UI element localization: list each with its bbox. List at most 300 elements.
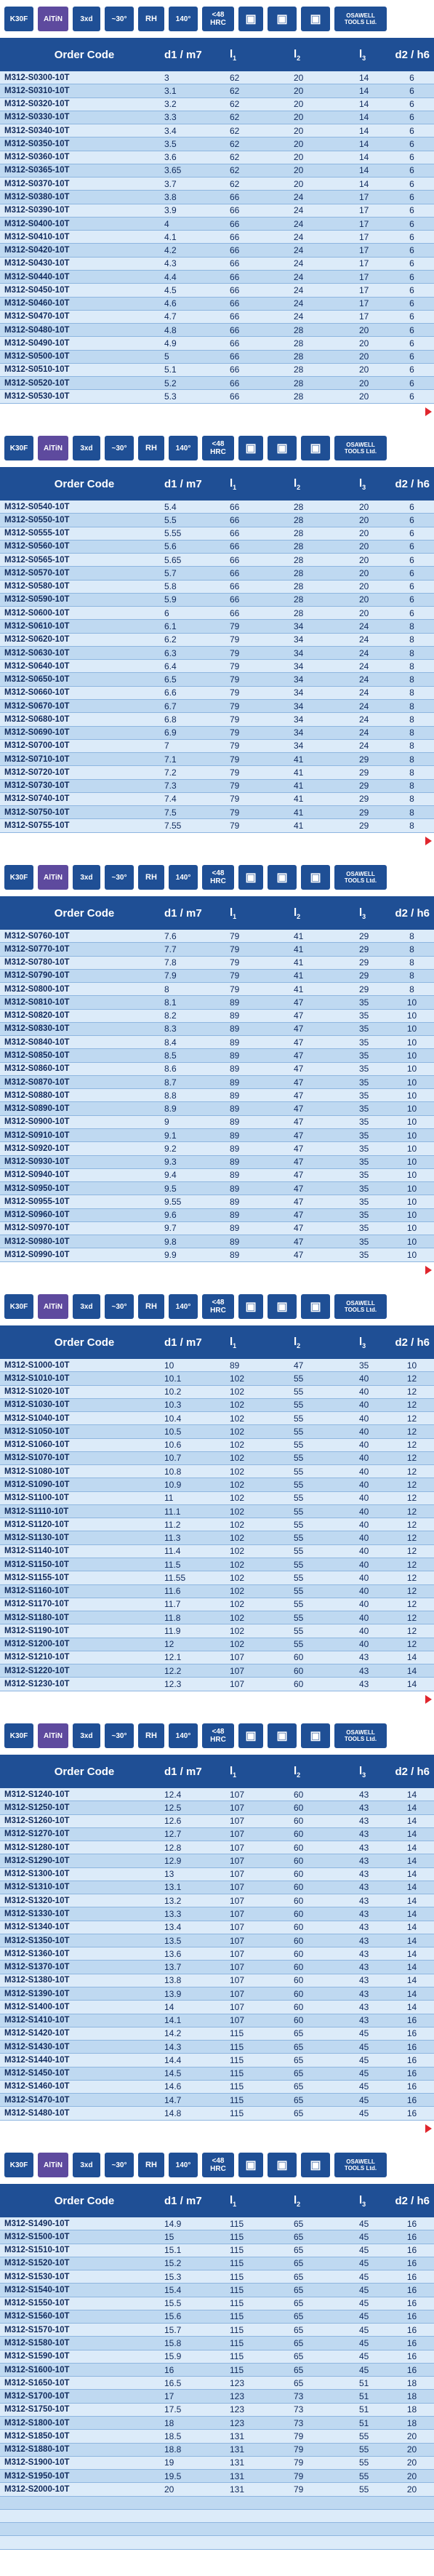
cell-d1: 3.1 (164, 85, 177, 96)
cell-d1: 14.4 (164, 2054, 182, 2065)
cell-d1: 15.3 (164, 2271, 182, 2282)
cell-l2: 47 (294, 1157, 304, 1168)
cell-code: M312-S0830-10T (4, 1024, 70, 1034)
rotation-badge: RH (138, 865, 164, 890)
cell-d2: 12 (406, 1413, 417, 1424)
cell-d2: 12 (406, 1586, 417, 1597)
cell-code: M312-S0900-10T (4, 1117, 70, 1127)
cell-l1: 102 (230, 1373, 245, 1384)
table-row (0, 740, 434, 753)
cell-d2: 14 (406, 1988, 417, 1999)
cell-d1: 6.3 (164, 647, 177, 658)
cell-l2: 60 (294, 1842, 304, 1853)
header-d2: d2 / h6 (395, 906, 430, 920)
cell-l1: 62 (230, 125, 240, 136)
cell-d1: 9.6 (164, 1210, 177, 1221)
cell-l2: 55 (294, 1413, 304, 1424)
cell-d2: 8 (409, 807, 414, 818)
cell-l3: 20 (359, 378, 369, 388)
icon-bar (0, 0, 434, 38)
cell-l3: 35 (359, 1250, 369, 1260)
table-row (0, 1545, 434, 1558)
cell-l2: 65 (294, 2338, 304, 2349)
next-page-arrow-icon[interactable] (425, 1266, 432, 1275)
cell-code: M312-S0520-10T (4, 378, 70, 388)
cell-d2: 16 (406, 2108, 417, 2118)
cell-d2: 10 (406, 1170, 417, 1181)
cell-l2: 65 (294, 2364, 304, 2375)
cell-l2: 55 (294, 1466, 304, 1477)
cell-l2: 47 (294, 1360, 304, 1371)
cell-l1: 66 (230, 351, 240, 362)
table-section (0, 429, 434, 858)
cell-d2: 16 (406, 2271, 417, 2282)
cell-d1: 10.6 (164, 1440, 182, 1451)
cell-l2: 65 (294, 2028, 304, 2039)
cell-d1: 12.5 (164, 1802, 182, 1813)
cell-d2: 8 (409, 687, 414, 698)
cell-d2: 12 (406, 1533, 417, 1544)
cell-l3: 35 (359, 1143, 369, 1154)
header-l1: $l_1$ (230, 1764, 237, 1779)
table-row (0, 2027, 434, 2041)
cell-code: M312-S0860-10T (4, 1064, 70, 1074)
cell-l1: 79 (230, 687, 240, 698)
cell-l1: 131 (230, 2457, 245, 2468)
cell-l3: 20 (359, 514, 369, 525)
cell-l1: 79 (230, 714, 240, 725)
grade-badge: K30F (4, 7, 33, 31)
coating-badge: AlTiN (38, 2153, 68, 2177)
cell-d2: 18 (406, 2391, 417, 2402)
cell-l2: 79 (294, 2444, 304, 2455)
cell-l2: 41 (294, 970, 304, 981)
cell-l1: 89 (230, 1130, 240, 1141)
cell-l3: 17 (359, 205, 369, 216)
table-row (0, 1222, 434, 1235)
cell-code: M312-S1430-10T (4, 2042, 70, 2051)
table-row (0, 351, 434, 364)
cell-d1: 3.2 (164, 99, 177, 110)
cell-d1: 3.8 (164, 192, 177, 203)
cell-l3: 51 (359, 2391, 369, 2402)
next-page-arrow-icon[interactable] (425, 407, 432, 416)
cell-l1: 62 (230, 85, 240, 96)
table-row (0, 541, 434, 554)
cell-l2: 65 (294, 2068, 304, 2079)
cell-d1: 8.6 (164, 1064, 177, 1074)
cell-code: M312-S0440-10T (4, 272, 70, 282)
cell-l3: 35 (359, 1050, 369, 1061)
cell-l1: 66 (230, 541, 240, 552)
coating-badge: AlTiN (38, 1294, 68, 1319)
cell-d1: 10.3 (164, 1400, 182, 1411)
cell-code: M312-S0380-10T (4, 193, 70, 202)
cell-d2: 10 (406, 1064, 417, 1074)
cell-d1: 15.6 (164, 2311, 182, 2322)
cell-l3: 29 (359, 794, 369, 805)
cell-d1: 15 (164, 2231, 174, 2242)
cell-l2: 55 (294, 1453, 304, 1464)
cell-l2: 41 (294, 754, 304, 765)
grade-badge: K30F (4, 1723, 33, 1748)
table-row (0, 930, 434, 943)
cell-l3: 24 (359, 647, 369, 658)
cell-l3: 14 (359, 99, 369, 110)
cell-code: M312-S1650-10T (4, 2378, 70, 2388)
cell-d1: 4.2 (164, 245, 177, 256)
cell-d2: 6 (409, 311, 414, 322)
cell-d2: 10 (406, 1143, 417, 1154)
cell-l1: 115 (230, 2258, 244, 2269)
brand-logo: OSAWELL TOOLS Ltd. (334, 436, 387, 460)
cell-l2: 65 (294, 2377, 304, 2388)
cell-code: M312-S1470-10T (4, 2095, 70, 2105)
cell-code: M312-S1600-10T (4, 2365, 70, 2374)
cell-l2: 60 (294, 1909, 304, 1920)
cell-l1: 62 (230, 112, 240, 123)
cell-code: M312-S0780-10T (4, 958, 70, 968)
cell-l1: 66 (230, 391, 240, 402)
cell-l1: 107 (230, 1679, 245, 1689)
table-row (0, 1169, 434, 1182)
cell-l3: 24 (359, 621, 369, 632)
point-angle-badge: 140° (169, 436, 198, 460)
cell-d2: 16 (406, 2258, 417, 2269)
cell-d2: 14 (406, 2001, 417, 2012)
cell-code: M312-S1010-10T (4, 1373, 70, 1383)
table-row (0, 2081, 434, 2094)
header-order-code: Order Code (54, 48, 115, 61)
cell-code: M312-S1570-10T (4, 2325, 70, 2334)
table-row (0, 1049, 434, 1062)
cell-code: M312-S0620-10T (4, 635, 70, 645)
cell-l2: 47 (294, 1064, 304, 1074)
header-l3: $l_3$ (359, 476, 366, 491)
cell-l1: 89 (230, 1236, 240, 1247)
helix-angle-badge: ~30° (105, 1723, 134, 1748)
cell-code: M312-S0400-10T (4, 219, 70, 228)
cell-l2: 55 (294, 1533, 304, 1544)
cell-d2: 8 (409, 821, 414, 831)
cell-l1: 102 (230, 1466, 245, 1477)
brand-logo: OSAWELL TOOLS Ltd. (334, 2153, 387, 2177)
table-section (0, 1288, 434, 1717)
cell-l3: 43 (359, 1882, 369, 1893)
cell-d1: 3.6 (164, 152, 177, 163)
cell-l3: 20 (359, 541, 369, 552)
cell-l3: 14 (359, 165, 369, 176)
table-row (0, 687, 434, 700)
cell-l1: 102 (230, 1493, 245, 1504)
cell-d2: 16 (406, 2054, 417, 2065)
table-row (0, 1452, 434, 1465)
cell-d1: 6 (164, 607, 169, 618)
cell-d2: 10 (406, 1210, 417, 1221)
cell-d1: 7.3 (164, 781, 177, 791)
cell-l3: 17 (359, 284, 369, 295)
table-row (0, 1156, 434, 1169)
cell-d2: 12 (406, 1506, 417, 1517)
cell-l2: 55 (294, 1639, 304, 1650)
cell-l3: 43 (359, 1975, 369, 1986)
cell-l2: 47 (294, 1050, 304, 1061)
table-row (0, 218, 434, 231)
cell-l3: 40 (359, 1493, 369, 1504)
cell-d1: 9.5 (164, 1183, 177, 1194)
cell-d2: 16 (406, 2324, 417, 2335)
cell-d1: 15.8 (164, 2338, 182, 2349)
cell-l1: 107 (230, 1665, 245, 1676)
cell-l1: 66 (230, 567, 240, 578)
cell-code: M312-S1230-10T (4, 1680, 70, 1688)
table-row (0, 594, 434, 607)
header-l3: $l_3$ (359, 2193, 366, 2208)
cell-code: M312-S1300-10T (4, 1870, 70, 1879)
table-row (0, 1505, 434, 1518)
cell-d2: 8 (409, 970, 414, 981)
cell-l3: 29 (359, 781, 369, 791)
cell-code: M312-S1060-10T (4, 1440, 70, 1450)
table-row (0, 2523, 434, 2536)
cell-d2: 16 (406, 2351, 417, 2362)
cell-l1: 102 (230, 1533, 245, 1544)
hardness-badge: <48 HRC (202, 1723, 234, 1748)
cell-l3: 43 (359, 1948, 369, 1959)
table-row (0, 1248, 434, 1261)
cell-d1: 7.6 (164, 930, 177, 941)
cell-l1: 107 (230, 1802, 245, 1813)
cell-l2: 34 (294, 727, 304, 738)
cell-l2: 55 (294, 1480, 304, 1491)
table-row (0, 647, 434, 660)
cell-code: M312-S1030-10T (4, 1400, 70, 1410)
table-row (0, 71, 434, 84)
cell-code: M312-S0640-10T (4, 661, 70, 671)
table-row (0, 2390, 434, 2403)
cell-l2: 34 (294, 687, 304, 698)
cell-l2: 47 (294, 1223, 304, 1234)
cell-d1: 14.3 (164, 2041, 182, 2052)
cell-code: M312-S0960-10T (4, 1211, 70, 1220)
cell-l1: 79 (230, 970, 240, 981)
cell-l3: 40 (359, 1387, 369, 1397)
cell-code: M312-S1560-10T (4, 2312, 70, 2321)
cell-d2: 20 (406, 2484, 417, 2495)
cell-d2: 14 (406, 1962, 417, 1973)
cell-d1: 8.8 (164, 1090, 177, 1101)
cell-d2: 10 (406, 1037, 417, 1048)
cell-code: M312-S0950-10T (4, 1184, 70, 1193)
cell-l1: 79 (230, 701, 240, 711)
header-order-code: Order Code (54, 906, 115, 920)
cell-l3: 35 (359, 1077, 369, 1088)
cell-code: M312-S0500-10T (4, 352, 70, 362)
cell-l2: 55 (294, 1625, 304, 1636)
table-row (0, 793, 434, 806)
table-row (0, 2284, 434, 2297)
cell-l2: 28 (294, 501, 304, 512)
cell-l3: 20 (359, 554, 369, 565)
cell-l2: 60 (294, 1855, 304, 1866)
cell-l3: 29 (359, 754, 369, 765)
table-row (0, 1102, 434, 1115)
cell-l1: 89 (230, 1104, 240, 1114)
cell-code: M312-S0300-10T (4, 73, 70, 82)
next-page-arrow-icon[interactable] (425, 1695, 432, 1704)
cell-l2: 47 (294, 1250, 304, 1260)
cell-l1: 89 (230, 1064, 240, 1074)
cell-d1: 12.2 (164, 1665, 182, 1676)
cell-d1: 5.2 (164, 378, 177, 388)
cell-l3: 17 (359, 218, 369, 229)
cell-d2: 16 (406, 2231, 417, 2242)
cell-code: M312-S0680-10T (4, 714, 70, 724)
cell-l2: 60 (294, 1816, 304, 1827)
header-d1: d1 / m7 (164, 2194, 202, 2207)
next-page-arrow-icon[interactable] (425, 2124, 432, 2133)
material-icon: ▣ (301, 865, 330, 890)
cell-d2: 10 (406, 1024, 417, 1034)
cell-d1: 14.5 (164, 2068, 182, 2079)
cell-code: M312-S1510-10T (4, 2246, 70, 2255)
coolant-icon: ▣ (238, 2153, 263, 2177)
cell-l1: 66 (230, 607, 240, 618)
cell-code: M312-S1500-10T (4, 2232, 70, 2241)
cell-l2: 60 (294, 1922, 304, 1933)
cell-l3: 35 (359, 1010, 369, 1021)
cell-d2: 6 (409, 514, 414, 525)
table-row (0, 1841, 434, 1854)
cell-l2: 55 (294, 1440, 304, 1451)
cell-l2: 41 (294, 807, 304, 818)
cell-d2: 8 (409, 957, 414, 968)
cell-l1: 79 (230, 794, 240, 805)
cell-l2: 28 (294, 594, 304, 605)
cell-d2: 6 (409, 351, 414, 362)
cell-code: M312-S1460-10T (4, 2082, 70, 2091)
cell-d2: 12 (406, 1493, 417, 1504)
cell-l2: 20 (294, 99, 304, 110)
cell-l3: 35 (359, 1360, 369, 1371)
cell-d1: 7.1 (164, 754, 177, 765)
table-row (0, 1558, 434, 1571)
cell-d2: 12 (406, 1373, 417, 1384)
cell-d2: 10 (406, 1196, 417, 1207)
cell-d2: 6 (409, 541, 414, 552)
table-row (0, 1425, 434, 1438)
table-row (0, 780, 434, 793)
cell-l1: 79 (230, 754, 240, 765)
cell-d1: 14.1 (164, 2015, 182, 2026)
table-row (0, 1934, 434, 1947)
cell-l3: 29 (359, 944, 369, 954)
cell-d2: 6 (409, 567, 414, 578)
table-row (0, 806, 434, 819)
icon-bar (0, 858, 434, 896)
cell-code: M312-S0580-10T (4, 582, 70, 591)
cell-l3: 55 (359, 2457, 369, 2468)
cell-l2: 55 (294, 1426, 304, 1437)
cell-l2: 41 (294, 821, 304, 831)
cell-l2: 60 (294, 1829, 304, 1840)
cell-d1: 11.7 (164, 1599, 181, 1610)
cell-code: M312-S1900-10T (4, 2458, 70, 2468)
table-row (0, 2244, 434, 2257)
cell-l2: 20 (294, 125, 304, 136)
cell-code: M312-S2000-10T (4, 2484, 70, 2494)
table-row (0, 727, 434, 740)
cell-l1: 107 (230, 1652, 245, 1663)
header-l1: $l_1$ (230, 2193, 237, 2208)
cell-d2: 6 (409, 99, 414, 110)
cell-d1: 13.7 (164, 1962, 182, 1973)
table-row (0, 1036, 434, 1049)
cell-l3: 40 (359, 1572, 369, 1583)
cell-d2: 6 (409, 205, 414, 216)
cell-l2: 65 (294, 2351, 304, 2362)
table-row (0, 151, 434, 164)
cell-d1: 7 (164, 741, 169, 751)
cell-d2: 6 (409, 594, 414, 605)
table-row (0, 324, 434, 337)
cell-l3: 55 (359, 2431, 369, 2441)
table-row (0, 1412, 434, 1425)
table-row (0, 2270, 434, 2284)
cell-d2: 16 (406, 2364, 417, 2375)
cell-d2: 14 (406, 1665, 417, 1676)
cell-code: M312-S0365-10T (4, 166, 70, 175)
cell-d2: 10 (406, 1223, 417, 1234)
hardness-badge: <48 HRC (202, 1294, 234, 1319)
cell-d1: 5.9 (164, 594, 177, 605)
cell-l2: 55 (294, 1373, 304, 1384)
cell-l1: 107 (230, 1895, 245, 1906)
cell-l2: 28 (294, 554, 304, 565)
cell-d1: 17 (164, 2391, 174, 2402)
cell-l1: 115 (230, 2338, 244, 2349)
cell-code: M312-S0460-10T (4, 299, 70, 308)
table-body (0, 1359, 434, 1691)
table-row (0, 1076, 434, 1089)
cell-l1: 62 (230, 99, 240, 110)
coating-badge: AlTiN (38, 865, 68, 890)
cell-l2: 60 (294, 1948, 304, 1959)
cell-d1: 12.4 (164, 1789, 182, 1800)
cell-code: M312-S1320-10T (4, 1896, 70, 1905)
cell-l3: 43 (359, 1816, 369, 1827)
cell-l3: 29 (359, 957, 369, 968)
cell-d1: 16.5 (164, 2377, 182, 2388)
cell-l1: 66 (230, 338, 240, 348)
cell-l1: 66 (230, 258, 240, 269)
cell-d2: 14 (406, 1816, 417, 1827)
cell-l1: 79 (230, 781, 240, 791)
table-row (0, 2470, 434, 2483)
cell-d1: 13.9 (164, 1988, 182, 1999)
cell-code: M312-S0970-10T (4, 1224, 70, 1233)
cell-d2: 14 (406, 1802, 417, 1813)
table-row (0, 258, 434, 271)
cell-d2: 18 (406, 2377, 417, 2388)
cell-l1: 123 (230, 2417, 245, 2428)
cell-l3: 29 (359, 930, 369, 941)
next-page-arrow-icon[interactable] (425, 837, 432, 845)
cell-code: M312-S1390-10T (4, 1989, 70, 1998)
cell-l3: 43 (359, 2015, 369, 2026)
cell-l1: 102 (230, 1546, 245, 1557)
cell-l3: 40 (359, 1480, 369, 1491)
